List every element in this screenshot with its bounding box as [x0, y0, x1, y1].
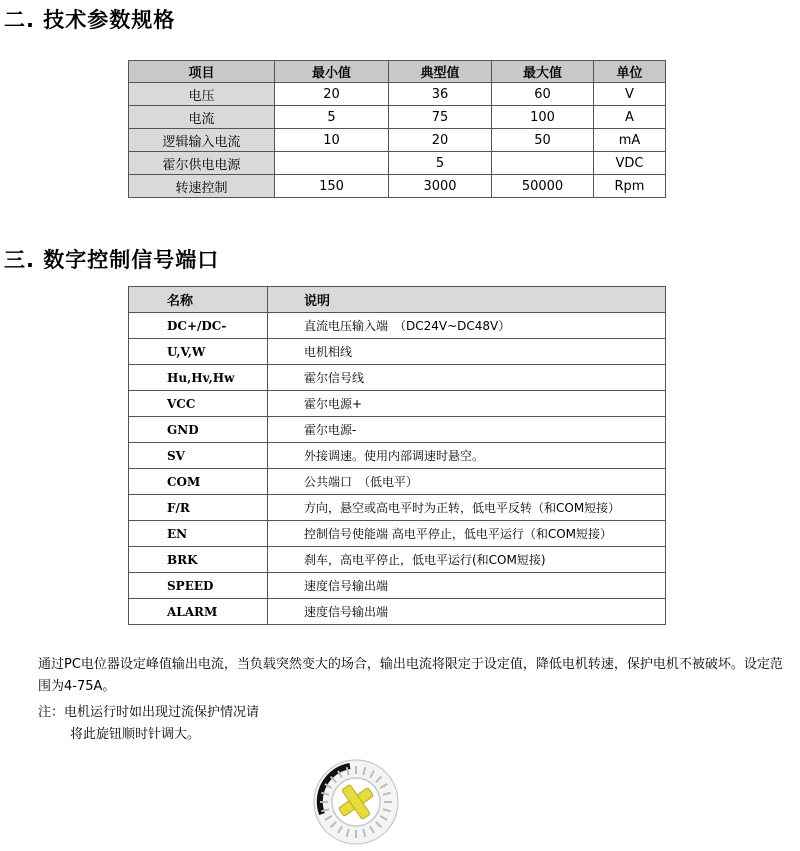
- port-name-cell: U,V,W: [129, 339, 268, 365]
- spec-item-cell: 转速控制: [129, 175, 275, 198]
- port-row: [129, 521, 666, 547]
- port-row: [129, 443, 666, 469]
- port-name-cell: VCC: [129, 391, 268, 417]
- spec-value-cell: 5: [389, 152, 492, 175]
- port-name-cell: SPEED: [129, 573, 268, 599]
- port-row: [129, 495, 666, 521]
- spec-value-cell: 3000: [389, 175, 492, 198]
- port-desc-cell: 方向，悬空或高电平时为正转，低电平反转（和COM短接）: [268, 495, 666, 521]
- port-desc-cell: 霍尔电源+: [268, 391, 666, 417]
- port-row: [129, 417, 666, 443]
- port-desc-cell: 刹车，高电平停止，低电平运行(和COM短接): [268, 547, 666, 573]
- spec-row: [129, 129, 666, 152]
- spec-row: [129, 152, 666, 175]
- port-name-cell: GND: [129, 417, 268, 443]
- port-name-cell: F/R: [129, 495, 268, 521]
- spec-row: [129, 175, 666, 198]
- current-setting-note: 通过PC电位器设定峰值输出电流，当负载突然变大的场合，输出电流将限定于设定值，降低电机转速，保护电机不被破坏。设定范围为4-75A。: [38, 657, 783, 694]
- port-row: [129, 547, 666, 573]
- spec-value-cell: 50: [492, 129, 594, 152]
- port-desc-cell: 公共端口 （低电平）: [268, 469, 666, 495]
- spec-item-cell: 电压: [129, 83, 275, 106]
- port-desc-cell: 速度信号输出端: [268, 573, 666, 599]
- port-row: [129, 365, 666, 391]
- spec-value-cell: mA: [594, 129, 666, 152]
- spec-header-cell: 最大值: [492, 61, 594, 83]
- spec-header-cell: 最小值: [275, 61, 389, 83]
- port-row: [129, 573, 666, 599]
- spec-value-cell: 150: [275, 175, 389, 198]
- spec-row: [129, 106, 666, 129]
- spec-header-cell: 典型值: [389, 61, 492, 83]
- spec-value-cell: 75: [389, 106, 492, 129]
- port-name-cell: ALARM: [129, 599, 268, 625]
- port-row: [129, 469, 666, 495]
- spec-value-cell: [492, 152, 594, 175]
- spec-value-cell: V: [594, 83, 666, 106]
- spec-header-cell: 单位: [594, 61, 666, 83]
- port-desc-cell: 霍尔信号线: [268, 365, 666, 391]
- spec-header-cell: 项目: [129, 61, 275, 83]
- port-name-cell: BRK: [129, 547, 268, 573]
- spec-item-cell: 逻辑输入电流: [129, 129, 275, 152]
- port-row: [129, 391, 666, 417]
- spec-value-cell: [275, 152, 389, 175]
- port-name-cell: SV: [129, 443, 268, 469]
- spec-value-cell: A: [594, 106, 666, 129]
- port-table: [128, 286, 666, 625]
- section-2-title: 二. 技术参数规格: [4, 8, 176, 32]
- spec-item-cell: 电流: [129, 106, 275, 129]
- spec-value-cell: 50000: [492, 175, 594, 198]
- spec-value-cell: 36: [389, 83, 492, 106]
- potentiometer-knob-icon: [310, 756, 402, 846]
- spec-value-cell: 20: [389, 129, 492, 152]
- spec-row: [129, 83, 666, 106]
- port-row: [129, 339, 666, 365]
- port-name-cell: COM: [129, 469, 268, 495]
- port-name-cell: Hu,Hv,Hw: [129, 365, 268, 391]
- spec-value-cell: 5: [275, 106, 389, 129]
- spec-item-cell: 霍尔供电电源: [129, 152, 275, 175]
- port-name-cell: DC+/DC-: [129, 313, 268, 339]
- overcurrent-note-continued: 将此旋钮顺时针调大。: [70, 727, 201, 742]
- port-desc-cell: 控制信号使能端 高电平停止，低电平运行（和COM短接）: [268, 521, 666, 547]
- port-desc-cell: 直流电压输入端 （DC24V~DC48V）: [268, 313, 666, 339]
- spec-header-row: [129, 61, 666, 83]
- spec-table: [128, 60, 666, 198]
- port-header-row: [129, 287, 666, 313]
- port-row: [129, 599, 666, 625]
- port-desc-cell: 速度信号输出端: [268, 599, 666, 625]
- port-desc-cell: 外接调速。使用内部调速时悬空。: [268, 443, 666, 469]
- port-header-cell: 名称: [129, 287, 268, 313]
- port-header-cell: 说明: [268, 287, 666, 313]
- spec-value-cell: VDC: [594, 152, 666, 175]
- overcurrent-note: 注：电机运行时如出现过流保护情况请: [38, 705, 260, 720]
- port-row: [129, 313, 666, 339]
- port-name-cell: EN: [129, 521, 268, 547]
- port-desc-cell: 电机相线: [268, 339, 666, 365]
- section-3-title: 三. 数字控制信号端口: [4, 248, 220, 272]
- spec-value-cell: 100: [492, 106, 594, 129]
- port-desc-cell: 霍尔电源-: [268, 417, 666, 443]
- spec-value-cell: 60: [492, 83, 594, 106]
- spec-value-cell: 10: [275, 129, 389, 152]
- spec-value-cell: Rpm: [594, 175, 666, 198]
- spec-value-cell: 20: [275, 83, 389, 106]
